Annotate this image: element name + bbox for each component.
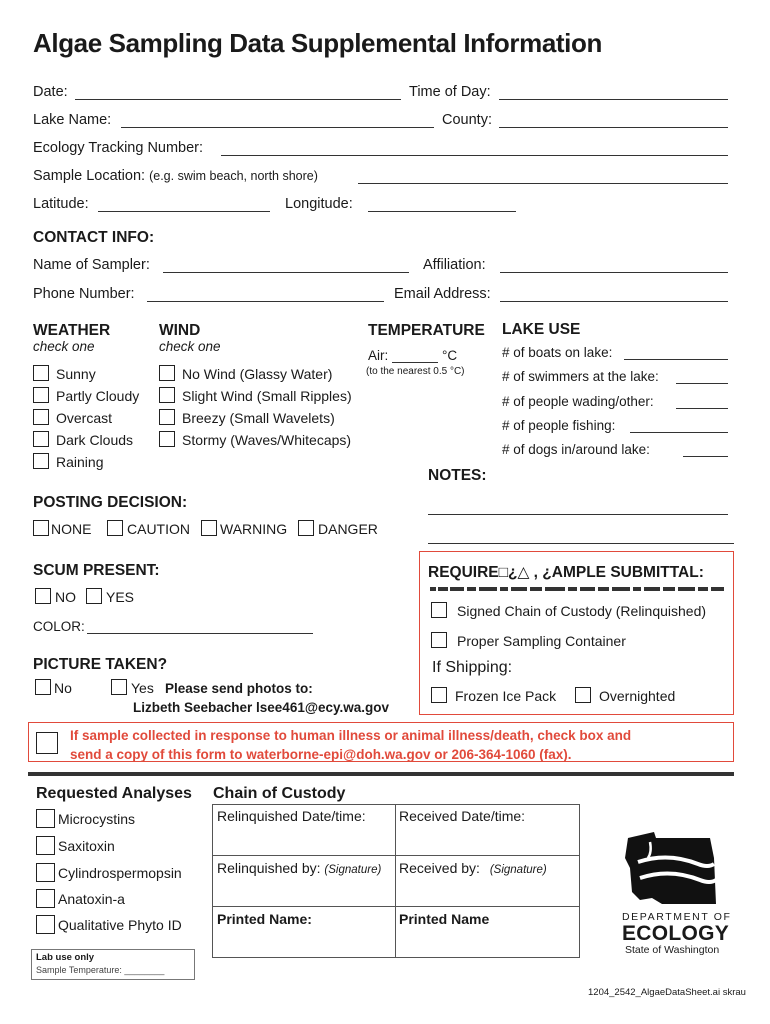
custody-heading: Chain of Custody	[213, 785, 346, 802]
relinquished-by-text: Relinquished by:	[217, 860, 321, 876]
time-of-day-label: Time of Day:	[409, 84, 491, 100]
weather-partly-cloudy-checkbox[interactable]	[33, 387, 49, 403]
weather-option-label: Overcast	[56, 410, 113, 426]
overnighted-checkbox[interactable]	[575, 687, 591, 703]
weather-heading: WEATHER	[33, 322, 111, 339]
latitude-field[interactable]	[98, 211, 270, 212]
lab-use-heading: Lab use only	[36, 952, 95, 963]
required-heading: REQUIRE□¿△ , ¿AMPLE SUBMITTAL:	[428, 564, 704, 581]
scum-no-checkbox[interactable]	[35, 588, 51, 604]
date-label: Date:	[33, 84, 68, 100]
qualitative-phyto-checkbox[interactable]	[36, 915, 55, 934]
boats-label: # of boats on lake:	[502, 345, 613, 360]
analysis-label: Microcystins	[58, 811, 136, 827]
anatoxin-checkbox[interactable]	[36, 889, 55, 908]
wind-option-label: No Wind (Glassy Water)	[182, 366, 333, 382]
email-field[interactable]	[500, 301, 728, 302]
weather-option-label: Raining	[56, 454, 104, 470]
relinquished-by-label	[217, 860, 381, 876]
longitude-label: Longitude:	[285, 196, 353, 212]
weather-raining-checkbox[interactable]	[33, 453, 49, 469]
relinquished-datetime-label: Relinquished Date/time:	[217, 808, 366, 824]
logo-state: State of Washington	[625, 944, 720, 956]
illness-alert-checkbox[interactable]	[36, 732, 58, 754]
section-divider	[28, 772, 734, 776]
logo-ecology: ECOLOGY	[622, 922, 730, 945]
county-label: County:	[442, 112, 492, 128]
contact-heading: CONTACT INFO:	[33, 229, 155, 246]
posting-heading: POSTING DECISION:	[33, 494, 188, 511]
color-field[interactable]	[87, 633, 313, 634]
lake-name-field[interactable]	[121, 127, 434, 128]
picture-no-checkbox[interactable]	[35, 679, 51, 695]
boats-field[interactable]	[624, 359, 728, 360]
posting-option-label: NONE	[51, 521, 92, 537]
air-label: Air:	[368, 348, 389, 363]
wading-label: # of people wading/other:	[502, 394, 654, 409]
dogs-field[interactable]	[683, 456, 728, 457]
notes-heading: NOTES:	[428, 467, 487, 484]
sample-temperature-label: Sample Temperature: ________	[36, 965, 165, 975]
chain-of-custody-checkbox[interactable]	[431, 602, 447, 618]
sampler-field[interactable]	[163, 272, 409, 273]
date-field[interactable]	[75, 99, 401, 100]
illness-alert-line-2: send a copy of this form to waterborne-epi@doh.wa.gov or 206-364-1060 (fax).	[70, 747, 572, 762]
posting-caution-checkbox[interactable]	[107, 520, 123, 536]
garbled-glyphs-graphic	[430, 586, 724, 591]
printed-name-label-2: Printed Name	[399, 911, 490, 927]
received-by-text: Received by:	[399, 860, 480, 876]
phone-label: Phone Number:	[33, 286, 135, 302]
sample-location-hint: (e.g. swim beach, north shore)	[149, 169, 318, 183]
wading-field[interactable]	[676, 408, 728, 409]
tracking-field[interactable]	[221, 155, 728, 156]
posting-warning-checkbox[interactable]	[201, 520, 217, 536]
affiliation-label: Affiliation:	[423, 257, 486, 273]
saxitoxin-checkbox[interactable]	[36, 836, 55, 855]
longitude-field[interactable]	[368, 211, 516, 212]
washington-state-logo-icon	[622, 828, 722, 910]
wind-hint: check one	[159, 339, 221, 354]
scum-option-label: NO	[55, 589, 76, 605]
shipping-item-label: Frozen Ice Pack	[455, 688, 557, 704]
wind-heading: WIND	[159, 322, 201, 339]
illness-alert-text	[70, 726, 631, 764]
temp-note: (to the nearest 0.5 °C)	[366, 366, 465, 377]
analysis-label: Qualitative Phyto ID	[58, 917, 182, 933]
received-datetime-label: Received Date/time:	[399, 808, 526, 824]
temp-unit: °C	[442, 348, 458, 363]
scum-yes-checkbox[interactable]	[86, 588, 102, 604]
county-field[interactable]	[499, 127, 728, 128]
required-item-label: Proper Sampling Container	[457, 633, 626, 649]
frozen-ice-pack-checkbox[interactable]	[431, 687, 447, 703]
weather-overcast-checkbox[interactable]	[33, 409, 49, 425]
picture-yes-checkbox[interactable]	[111, 679, 127, 695]
latitude-label: Latitude:	[33, 196, 89, 212]
page-title: Algae Sampling Data Supplemental Information	[33, 28, 602, 58]
weather-option-label: Dark Clouds	[56, 432, 134, 448]
signature-hint: (Signature)	[324, 864, 382, 876]
lake-use-heading: LAKE USE	[502, 321, 581, 338]
signature-hint: (Signature)	[489, 864, 547, 876]
sample-location-field[interactable]	[358, 183, 728, 184]
posting-option-label: WARNING	[220, 521, 288, 537]
affiliation-field[interactable]	[500, 272, 728, 273]
shipping-item-label: Overnighted	[599, 688, 676, 704]
wind-option-label: Breezy (Small Wavelets)	[182, 410, 335, 426]
temperature-heading: TEMPERATURE	[368, 322, 485, 339]
scum-heading: SCUM PRESENT:	[33, 562, 160, 579]
logo-department: DEPARTMENT OF	[622, 911, 732, 923]
posting-none-checkbox[interactable]	[33, 520, 49, 536]
email-label: Email Address:	[394, 286, 491, 302]
swimmers-field[interactable]	[676, 383, 728, 384]
shipping-heading: If Shipping:	[432, 659, 513, 676]
fishing-field[interactable]	[630, 432, 728, 433]
wind-breezy-checkbox[interactable]	[159, 409, 175, 425]
sample-location-title: Sample Location:	[33, 168, 146, 184]
air-temp-field[interactable]	[392, 362, 438, 363]
cylindrospermopsin-checkbox[interactable]	[36, 863, 55, 882]
required-garbled-text	[430, 582, 724, 591]
notes-line-2[interactable]	[428, 543, 734, 544]
posting-option-label: DANGER	[318, 521, 378, 537]
picture-option-label: No	[54, 680, 72, 696]
analyses-heading: Requested Analyses	[36, 785, 192, 802]
weather-sunny-checkbox[interactable]	[33, 365, 49, 381]
tracking-label: Ecology Tracking Number:	[33, 140, 204, 156]
scum-option-label: YES	[106, 589, 135, 605]
lake-name-label: Lake Name:	[33, 112, 112, 128]
dogs-label: # of dogs in/around lake:	[502, 442, 650, 457]
picture-option-label: Yes	[131, 680, 154, 696]
analysis-label: Cylindrospermopsin	[58, 865, 182, 881]
phone-field[interactable]	[147, 301, 384, 302]
sampling-container-checkbox[interactable]	[431, 632, 447, 648]
wind-none-checkbox[interactable]	[159, 365, 175, 381]
analysis-label: Saxitoxin	[58, 838, 115, 854]
sampler-label: Name of Sampler:	[33, 257, 150, 273]
wind-option-label: Slight Wind (Small Ripples)	[182, 388, 352, 404]
illness-alert-line-1: If sample collected in response to human illness or animal illness/death, check box and	[70, 728, 632, 743]
send-photos-text: Please send photos to:	[165, 681, 313, 696]
weather-hint: check one	[33, 339, 95, 354]
wind-stormy-checkbox[interactable]	[159, 431, 175, 447]
sample-location-label	[33, 168, 318, 184]
weather-option-label: Sunny	[56, 366, 96, 382]
posting-option-label: CAUTION	[127, 521, 190, 537]
picture-heading: PICTURE TAKEN?	[33, 656, 168, 673]
send-photos-contact: Lizbeth Seebacher lsee461@ecy.wa.gov	[133, 700, 390, 715]
weather-option-label: Partly Cloudy	[56, 388, 140, 404]
footer-filename: 1204_2542_AlgaeDataSheet.ai skrau	[588, 987, 746, 998]
weather-dark-clouds-checkbox[interactable]	[33, 431, 49, 447]
posting-danger-checkbox[interactable]	[298, 520, 314, 536]
color-label: COLOR:	[33, 619, 85, 634]
swimmers-label: # of swimmers at the lake:	[502, 369, 659, 384]
wind-option-label: Stormy (Waves/Whitecaps)	[182, 432, 352, 448]
fishing-label: # of people fishing:	[502, 418, 616, 433]
required-item-label: Signed Chain of Custody (Relinquished)	[457, 603, 707, 619]
time-of-day-field[interactable]	[499, 99, 728, 100]
analysis-label: Anatoxin-a	[58, 891, 125, 907]
received-by-label	[399, 860, 547, 876]
notes-line-1[interactable]	[428, 514, 728, 515]
wind-slight-checkbox[interactable]	[159, 387, 175, 403]
printed-name-label-1: Printed Name:	[217, 911, 312, 927]
microcystins-checkbox[interactable]	[36, 809, 55, 828]
